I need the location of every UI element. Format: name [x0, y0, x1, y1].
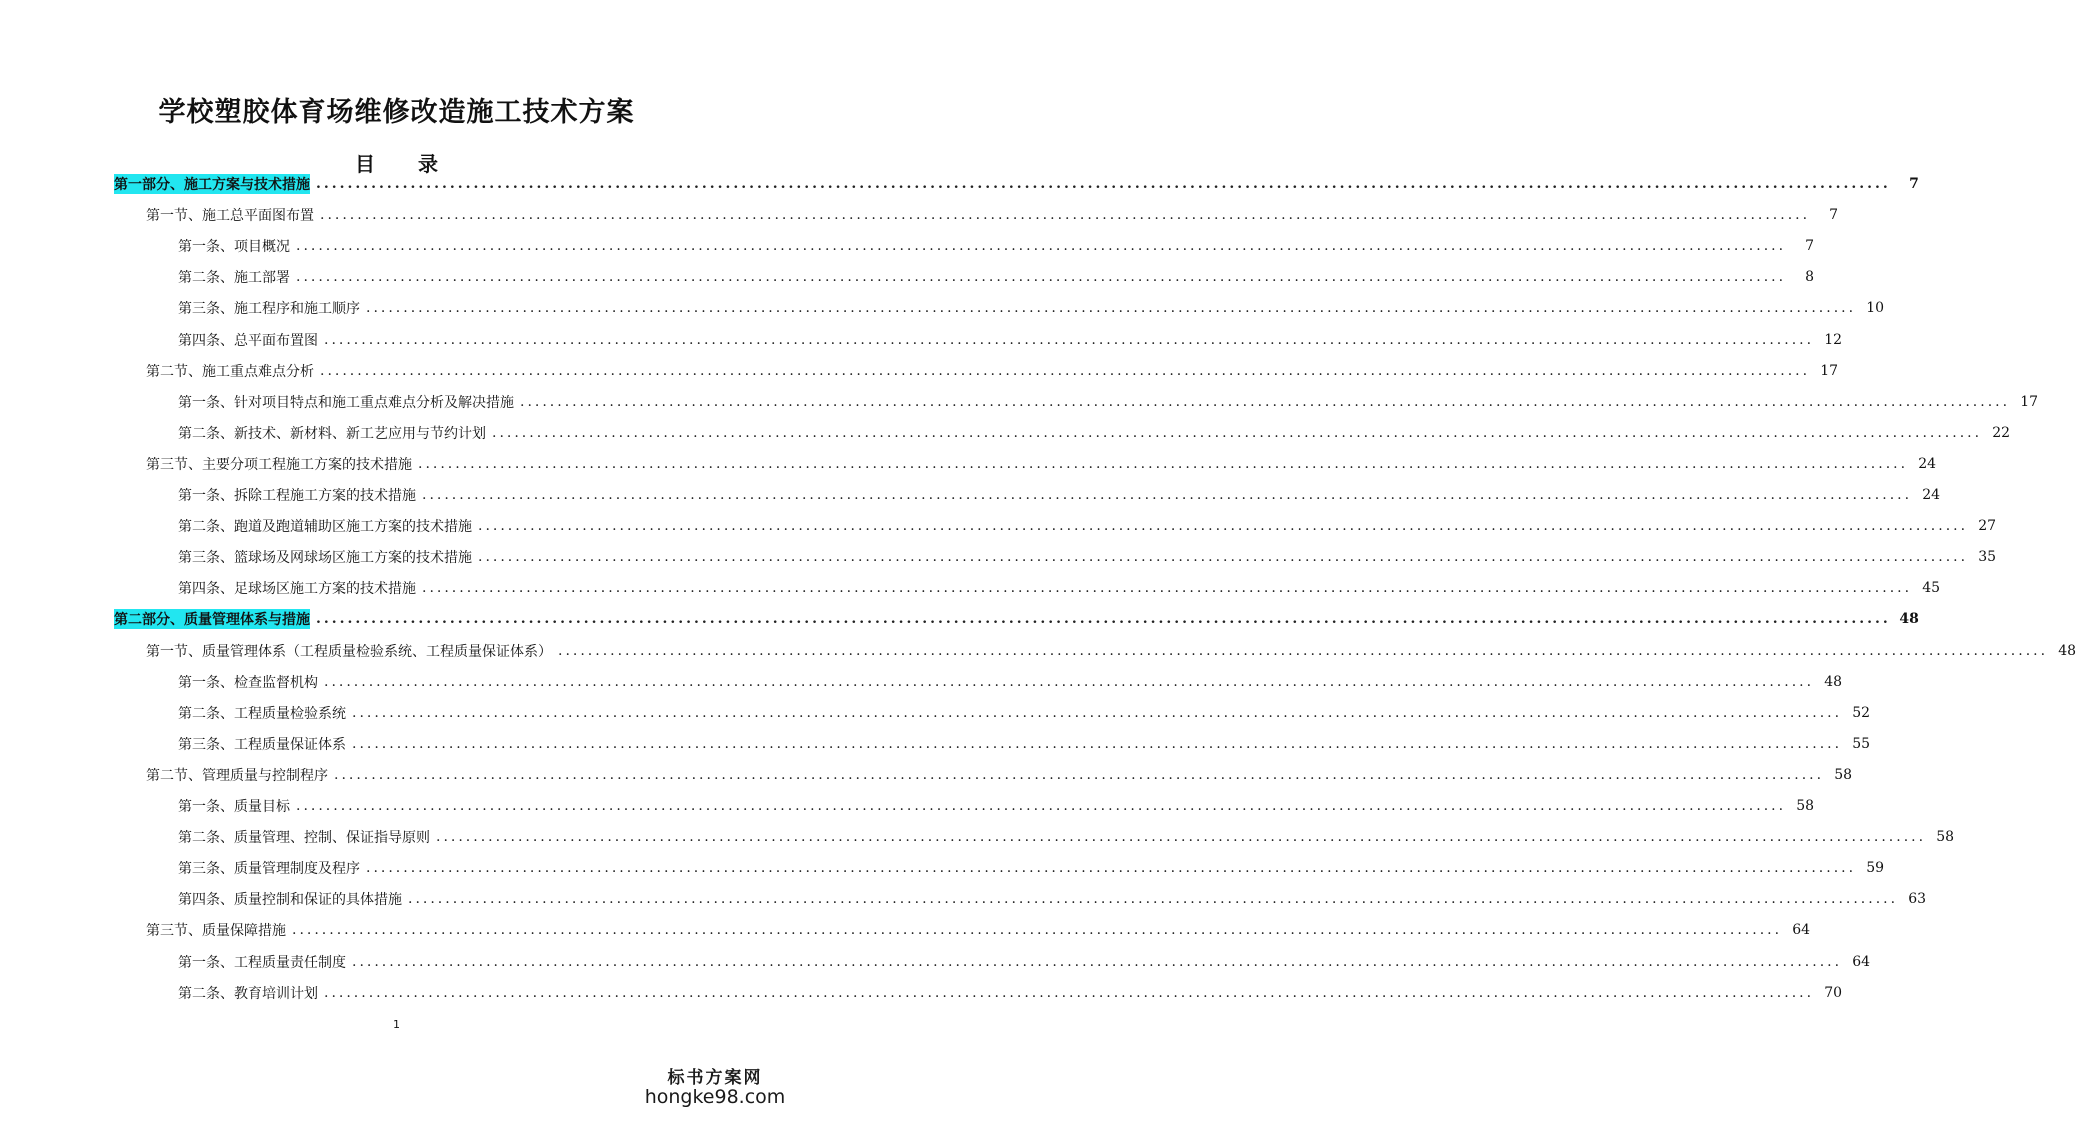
toc-section-entry[interactable]: [146, 453, 1937, 475]
toc-page-number: 70: [1824, 984, 1843, 1001]
toc-entry-text: 第一条、拆除工程施工方案的技术措施: [178, 488, 416, 504]
toc-item-entry[interactable]: [178, 546, 1997, 568]
toc-page-number: 7: [1829, 207, 1839, 224]
toc-leader-dots: ........................................................................................................................................................................................................: [320, 362, 1811, 379]
watermark-line2: hongke98.com: [644, 1085, 786, 1108]
toc-leader-dots: ........................................................................................................................................................................................................: [334, 766, 1825, 783]
toc-entry-text: 第二条、质量管理、控制、保证指导原则: [178, 830, 430, 847]
toc-item-entry[interactable]: [178, 795, 1815, 817]
toc-item-entry[interactable]: [178, 484, 1941, 506]
toc-leader-dots: ........................................................................................................................................................................................................: [366, 860, 1857, 877]
toc-item-entry[interactable]: [178, 733, 1871, 755]
toc-section-entry[interactable]: [146, 360, 1839, 382]
toc-page-number: 10: [1866, 300, 1885, 317]
toc-item-entry[interactable]: [178, 577, 1941, 599]
toc-section-entry[interactable]: [146, 919, 1811, 941]
toc-page-number: 48: [1824, 673, 1843, 690]
toc-page-number: 59: [1866, 860, 1885, 877]
toc-entry-text: 第三条、质量管理制度及程序: [178, 861, 360, 878]
toc-leader-dots: ........................................................................................................................................................................................................: [324, 331, 1815, 348]
toc-leader-dots: ........................................................................................................................................................................................................: [296, 238, 1787, 255]
toc-entry-text: 第二条、新技术、新材料、新工艺应用与节约计划: [178, 425, 486, 442]
toc-page-number: 48: [2058, 642, 2076, 659]
toc-leader-dots: ........................................................................................................................................................................................................: [492, 424, 1983, 441]
toc-page-number: 27: [1978, 518, 1997, 535]
toc-section-entry[interactable]: [146, 764, 1853, 786]
toc-leader-dots: ........................................................................................................................................................................................................: [422, 580, 1913, 597]
toc-page-number: 64: [1852, 953, 1871, 970]
toc-leader-dots: ........................................................................................................................................................................................................: [352, 704, 1843, 721]
toc-page-number: 52: [1852, 704, 1871, 721]
toc-entry-text: 第二节、管理质量与控制程序: [146, 767, 328, 784]
toc-item-entry[interactable]: [178, 671, 1843, 693]
toc-section-entry[interactable]: [146, 204, 1839, 226]
toc-page-number: 48: [1899, 611, 1919, 628]
toc-item-entry[interactable]: [178, 951, 1871, 973]
toc-entry-text: 第三条、篮球场及网球场区施工方案的技术措施: [178, 550, 472, 567]
toc-leader-dots: ........................................................................................................................................................................................................: [478, 518, 1969, 535]
toc-page-number: 58: [1796, 798, 1815, 814]
toc-leader-dots: ........................................................................................................................................................................................................: [296, 798, 1787, 814]
toc-entry-text: 第一条、检查监督机构: [178, 674, 318, 691]
toc-leader-dots: ........................................................................................................................................................................................................: [520, 393, 2011, 410]
document-title: 学校塑胶体育场维修改造施工技术方案: [158, 97, 635, 128]
toc-page-number: 45: [1922, 580, 1941, 597]
toc-item-entry[interactable]: [178, 235, 1815, 257]
toc-item-entry[interactable]: [178, 888, 1927, 910]
toc-item-entry[interactable]: [178, 702, 1871, 724]
toc-entry-text: 第二节、施工重点难点分析: [146, 363, 314, 380]
toc-leader-dots: ........................................................................................................................................................................................................: [316, 176, 1891, 192]
toc-heading: 目 录: [355, 152, 456, 176]
toc-entry-text: 第二条、施工部署: [178, 270, 290, 287]
toc-entry-text: 第三条、施工程序和施工顺序: [178, 301, 360, 318]
page-number: 1: [393, 1018, 400, 1031]
toc-entry-text: 第一条、项目概况: [178, 239, 290, 256]
toc-entry-text: 第一节、质量管理体系（工程质量检验系统、工程质量保证体系）: [146, 643, 552, 660]
toc-page-number: 63: [1908, 891, 1927, 908]
toc-page-number: 58: [1936, 829, 1955, 846]
toc-entry-text: 第四条、质量控制和保证的具体措施: [178, 892, 402, 909]
toc-page-number: 24: [1918, 455, 1937, 472]
toc-section-entry[interactable]: [146, 640, 2076, 662]
toc-leader-dots: ........................................................................................................................................................................................................: [316, 611, 1891, 628]
toc-entry-text: 第一条、针对项目特点和施工重点难点分析及解决措施: [178, 394, 514, 411]
toc-page-number: 17: [2020, 393, 2039, 410]
toc-page-number: 12: [1824, 331, 1843, 348]
toc-item-entry[interactable]: [178, 422, 2011, 444]
toc-item-entry[interactable]: [178, 982, 1843, 1004]
toc-leader-dots: ........................................................................................................................................................................................................: [418, 455, 1909, 472]
toc-item-entry[interactable]: [178, 266, 1815, 288]
toc-entry-text: 第一部分、施工方案与技术措施: [114, 174, 310, 194]
toc-leader-dots: ........................................................................................................................................................................................................: [436, 829, 1927, 846]
toc-entry-text: 第二部分、质量管理体系与措施: [114, 609, 310, 629]
toc-part-entry[interactable]: [114, 173, 1919, 195]
toc-leader-dots: ........................................................................................................................................................................................................: [296, 269, 1787, 286]
toc-entry-text: 第三节、质量保障措施: [146, 923, 286, 940]
toc-item-entry[interactable]: [178, 515, 1997, 537]
toc-leader-dots: ........................................................................................................................................................................................................: [292, 922, 1783, 939]
toc-leader-dots: ........................................................................................................................................................................................................: [352, 953, 1843, 970]
toc-item-entry[interactable]: [178, 826, 1955, 848]
toc-page-number: 58: [1834, 766, 1853, 783]
toc-entry-text: 第一节、施工总平面图布置: [146, 208, 314, 225]
toc-entry-text: 第二条、工程质量检验系统: [178, 705, 346, 722]
toc-entry-text: 第四条、足球场区施工方案的技术措施: [178, 581, 416, 598]
toc-leader-dots: ........................................................................................................................................................................................................: [408, 891, 1899, 908]
toc-item-entry[interactable]: [178, 297, 1885, 319]
toc-entry-text: 第三节、主要分项工程施工方案的技术措施: [146, 456, 412, 473]
toc-leader-dots: ........................................................................................................................................................................................................: [324, 984, 1815, 1001]
toc-page-number: 22: [1992, 424, 2011, 441]
watermark-logo: [640, 1070, 790, 1108]
toc-entry-text: 第三条、工程质量保证体系: [178, 736, 346, 753]
toc-leader-dots: ........................................................................................................................................................................................................: [366, 300, 1857, 317]
watermark-line1: 标书方案网: [667, 1068, 763, 1088]
toc-entry-text: 第四条、总平面布置图: [178, 332, 318, 349]
toc-leader-dots: ........................................................................................................................................................................................................: [324, 673, 1815, 690]
toc-leader-dots: ........................................................................................................................................................................................................: [320, 207, 1811, 224]
toc-page-number: 17: [1820, 362, 1839, 379]
toc-entry-text: 第二条、教育培训计划: [178, 985, 318, 1002]
toc-page-number: 8: [1805, 269, 1815, 286]
toc-entry-text: 第二条、跑道及跑道辅助区施工方案的技术措施: [178, 519, 472, 536]
toc-item-entry[interactable]: [178, 329, 1843, 351]
toc-item-entry[interactable]: [178, 391, 2039, 413]
toc-page-number: 55: [1852, 735, 1871, 752]
toc-page-number: 64: [1792, 922, 1811, 939]
toc-leader-dots: ........................................................................................................................................................................................................: [558, 642, 2049, 659]
toc-leader-dots: ........................................................................................................................................................................................................: [478, 549, 1969, 566]
toc-page-number: 7: [1909, 176, 1919, 192]
toc-page-number: 24: [1922, 487, 1941, 503]
toc-page-number: 35: [1978, 549, 1997, 566]
toc-part-entry[interactable]: [114, 608, 1919, 630]
toc-item-entry[interactable]: [178, 857, 1885, 879]
toc-entry-text: 第一条、质量目标: [178, 799, 290, 815]
toc-leader-dots: ........................................................................................................................................................................................................: [422, 487, 1913, 503]
toc-entry-text: 第一条、工程质量责任制度: [178, 954, 346, 971]
toc-leader-dots: ........................................................................................................................................................................................................: [352, 735, 1843, 752]
toc-page-number: 7: [1805, 238, 1815, 255]
